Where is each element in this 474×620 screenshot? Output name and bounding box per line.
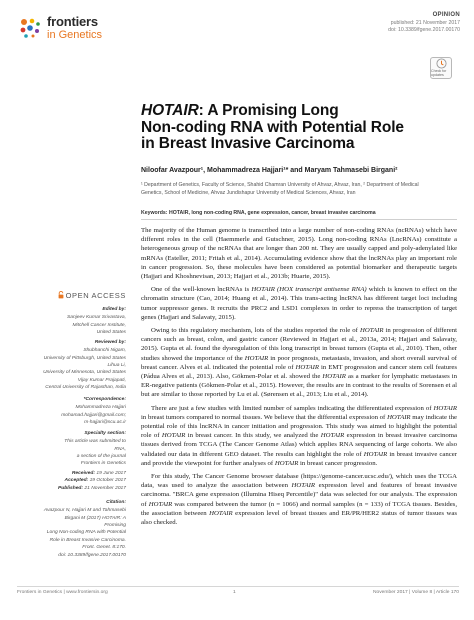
- logo-wordmark: frontiers: [47, 14, 98, 29]
- footer-issue-info: November 2017 | Volume 8 | Article 170: [372, 590, 459, 595]
- citation-heading: Citation:: [106, 500, 126, 505]
- citation-line: Front. Genet. 8:170.: [82, 545, 126, 551]
- paragraph-intro: The majority of the Human genome is transcribed into a large number of non-coding RNAs (ncRNAs) which have different roles in the cell (Haemmerle and Gutschner, 2015). Long non-coding RNAs (LncRNAs) constitute a heterogeneous group of the ncRNAs that are longer than 200 nt. They are usually capped and poly-adenylated like mRNAs (Esteller, 2011; Fritah et al., 2014). Accumulating evidence show that the lncRNAs play an important role in cancer progression. So, these molecules have been considered as potential biomarker and therapeutic targets (Hajjari and Khoshnevisan, 2013; Hajjari et al., 2013b; Huarte, 2015).: [141, 227, 457, 281]
- dates-block: [42, 470, 126, 492]
- article-meta: [388, 11, 460, 35]
- title-line1-rest: : A Promising Long: [198, 102, 339, 119]
- specialty-line: a section of the journal: [76, 454, 126, 460]
- open-access-heading: [20, 291, 126, 300]
- specialty-line: This article was submitted to: [64, 439, 126, 445]
- doi-link[interactable]: doi: 10.3389/fgene.2017.00170: [388, 27, 460, 34]
- footer-journal-link[interactable]: Frontiers in Genetics | www.frontiersin.org: [17, 590, 108, 595]
- affiliation-line: ¹ Department of Genetics, Faculty of Science, Shahid Chamran University of Ahvaz, Ahvaz, Iran, ² Department of Medical: [141, 182, 419, 188]
- affiliation-line: Genetics, School of Medicine, Ahvaz Jundishapur University of Medical Sciences, Ahvaz, Iran: [141, 189, 356, 196]
- citation-line: Avazpour N, Hajjari M and Tahmasebi: [43, 508, 126, 514]
- title-line3: in Breast Invasive Carcinoma: [141, 135, 355, 153]
- keywords: [141, 210, 461, 216]
- published-label: Published:: [58, 485, 84, 491]
- edited-by-heading: Edited by:: [102, 307, 126, 312]
- reviewer-line: University of Pittsburgh, United States: [43, 355, 126, 361]
- reviewer-line: Shubhanchi Nigam,: [83, 348, 126, 354]
- keywords-label: Keywords:: [141, 210, 168, 216]
- keywords-text: HOTAIR, long non-coding RNA, gene expression, cancer, breast invasive carcinoma: [168, 210, 376, 216]
- citation-line: Birgani M (2017) HOTAIR: A Promising: [64, 515, 126, 529]
- footer-divider: [17, 586, 459, 587]
- accepted-label: Accepted:: [64, 478, 89, 484]
- reviewer-line: University of Minnesota, United States: [43, 370, 126, 376]
- editor-line: Mitchell Cancer Institute,: [72, 322, 126, 328]
- author-list[interactable]: Niloofar Avazpour¹, Mohammadreza Hajjari¹* and Maryam Tahmasebi Birgani²: [141, 167, 398, 174]
- journal-logo[interactable]: [18, 12, 148, 48]
- open-access-label: OPEN ACCESS: [65, 291, 126, 300]
- title-line2: Non-coding RNA with Potential Role: [141, 118, 404, 136]
- reviewer-line: Vijay Kumar Prajapati,: [77, 377, 126, 383]
- edited-by-block: [42, 306, 126, 336]
- check-updates-label: Check for updates: [431, 69, 447, 77]
- published-date: published: 21 November 2017: [390, 19, 460, 26]
- editor-line: Sanjeev Kumar Srivastava,: [67, 315, 126, 321]
- citation-doi[interactable]: doi: 10.3389/fgene.2017.00170: [58, 552, 126, 558]
- specialty-line: Frontiers in Genetics: [80, 461, 126, 467]
- editor-line: United States: [96, 330, 126, 336]
- frontiers-logo-icon: [18, 16, 42, 40]
- correspondence-email[interactable]: mohamad.hajjari@gmail.com;: [61, 412, 126, 418]
- accepted-date: 19 October 2017: [89, 478, 126, 484]
- specialty-line: RNA,: [114, 446, 126, 452]
- header-divider: [141, 219, 457, 220]
- paragraph-regulatory: Owing to this regulatory mechanism, lots of the studies reported the role of HOTAIR in progression of different cancers such as breast, colon, and gastric cancer (Reviewed in Hajjari et al., 2013a, 2014; Hajjari and Salavaty, 2015). Gupta et al. found the dysregulation of this long transcript in breast tumors (Gupta et al., 2010). Then, other studies showed the importance of the HOTAIR in poor prognosis, metastasis, invasion, and short overall survival of breast cancer. Alves et al. indicated the potential role of HOTAIR in EMT progression and cancer stem cell features (Pádua Alves et al., 2013). Also, Gökmen-Polar et al. showed the HOTAIR as a marker for lymphatic metastases in ER-negative patients (Gökmen-Polar et al., 2015). However, the results are in contrast to the results of Sorensen et al but are similar to those reported by Lu et al. (Sørensen et al., 2013; Liu et al., 2014).: [141, 327, 458, 399]
- reviewer-line: Central University of Rajasthan, India: [45, 385, 126, 391]
- paragraph-hotair-def: One of the well-known lncRNAs is HOTAIR (HOX transcript antisense RNA) which is known to effect on the chromatin structure (Cao, 2014; Huang et al., 2014). This trans-acting lncRNA has different target loci including tumor suppressor genes. It recruits the PRC2 and LSD1 complexes in order to repress the transcription of target genes (Hajjari and Salavaty, 2015).: [141, 286, 457, 321]
- received-date: 19 June 2017: [96, 471, 126, 476]
- correspondence-email[interactable]: m-hajjari@scu.ac.ir: [84, 420, 126, 426]
- check-for-updates-button[interactable]: [430, 57, 452, 79]
- citation-line: Long Non-coding RNA with Potential: [46, 530, 126, 536]
- correspondence-line: Mohammadreza Hajjari: [75, 405, 126, 411]
- citation-line: Role in Breast Invasive Carcinoma.: [49, 537, 126, 543]
- reviewed-by-block: [42, 339, 126, 392]
- affiliations: [141, 182, 461, 198]
- specialty-heading: Specialty section:: [84, 431, 126, 436]
- article-body: [141, 226, 457, 527]
- citation-block: [42, 499, 126, 559]
- open-lock-icon: [58, 291, 64, 299]
- check-updates-icon: [436, 58, 447, 69]
- article-title: [141, 103, 461, 153]
- article-type: OPINION: [432, 12, 460, 18]
- correspondence-block: [42, 396, 126, 426]
- logo-journal-name: in Genetics: [47, 29, 103, 41]
- received-label: Received:: [71, 471, 95, 476]
- footer-page-number: 1: [233, 590, 236, 595]
- reviewed-by-heading: Reviewed by:: [94, 340, 126, 345]
- paragraph-methods: For this study, The Cancer Genome browser database (https://genome-cancer.ucsc.edu/), which uses the TCGA data, was used to analyze the association between HOTAIR expression level and features of breast invasive carcinoma. "BRCA gene expression (Illumina Hiseq Percentile)" data was selected for our analysis. The expression of HOTAIR was compared between the tumor (n = 1066) and normal samples (n = 133) of TCGA tissues. Besides, the association between HOTAIR expression level of breast tissues and ER/PR/HER2 status of tumor tissues was also checked.: [141, 473, 458, 527]
- published-date-side: 21 November 2017: [84, 485, 126, 491]
- paragraph-study-aim: There are just a few studies with limited number of samples indicating the differentiated expression of HOTAIR in breast tumors compared to normal tissues. We believe that the differential expression of HOTAIR may indicate the potential role of this lncRNA in cancer initiation and progression. This study was aimed to highlight the potential role of HOTAIR in breast cancer. In this study, we analyzed the HOTAIR expression in breast invasive carcinoma tissues derived from TCGA (The Cancer Genome Atlas) which applies RNA sequencing of large cohorts. We also validated our data in different GEO dataset. The results can highlight the role of HOTAIR in breast invasive cancer and provide the viewpoint for further analyses of HOTAIR in breast cancer progression.: [141, 404, 458, 467]
- specialty-section-block: [42, 430, 126, 468]
- title-gene: HOTAIR: [141, 102, 199, 119]
- reviewer-line: Lihua Li,: [107, 363, 126, 369]
- correspondence-heading: *Correspondence:: [83, 397, 126, 402]
